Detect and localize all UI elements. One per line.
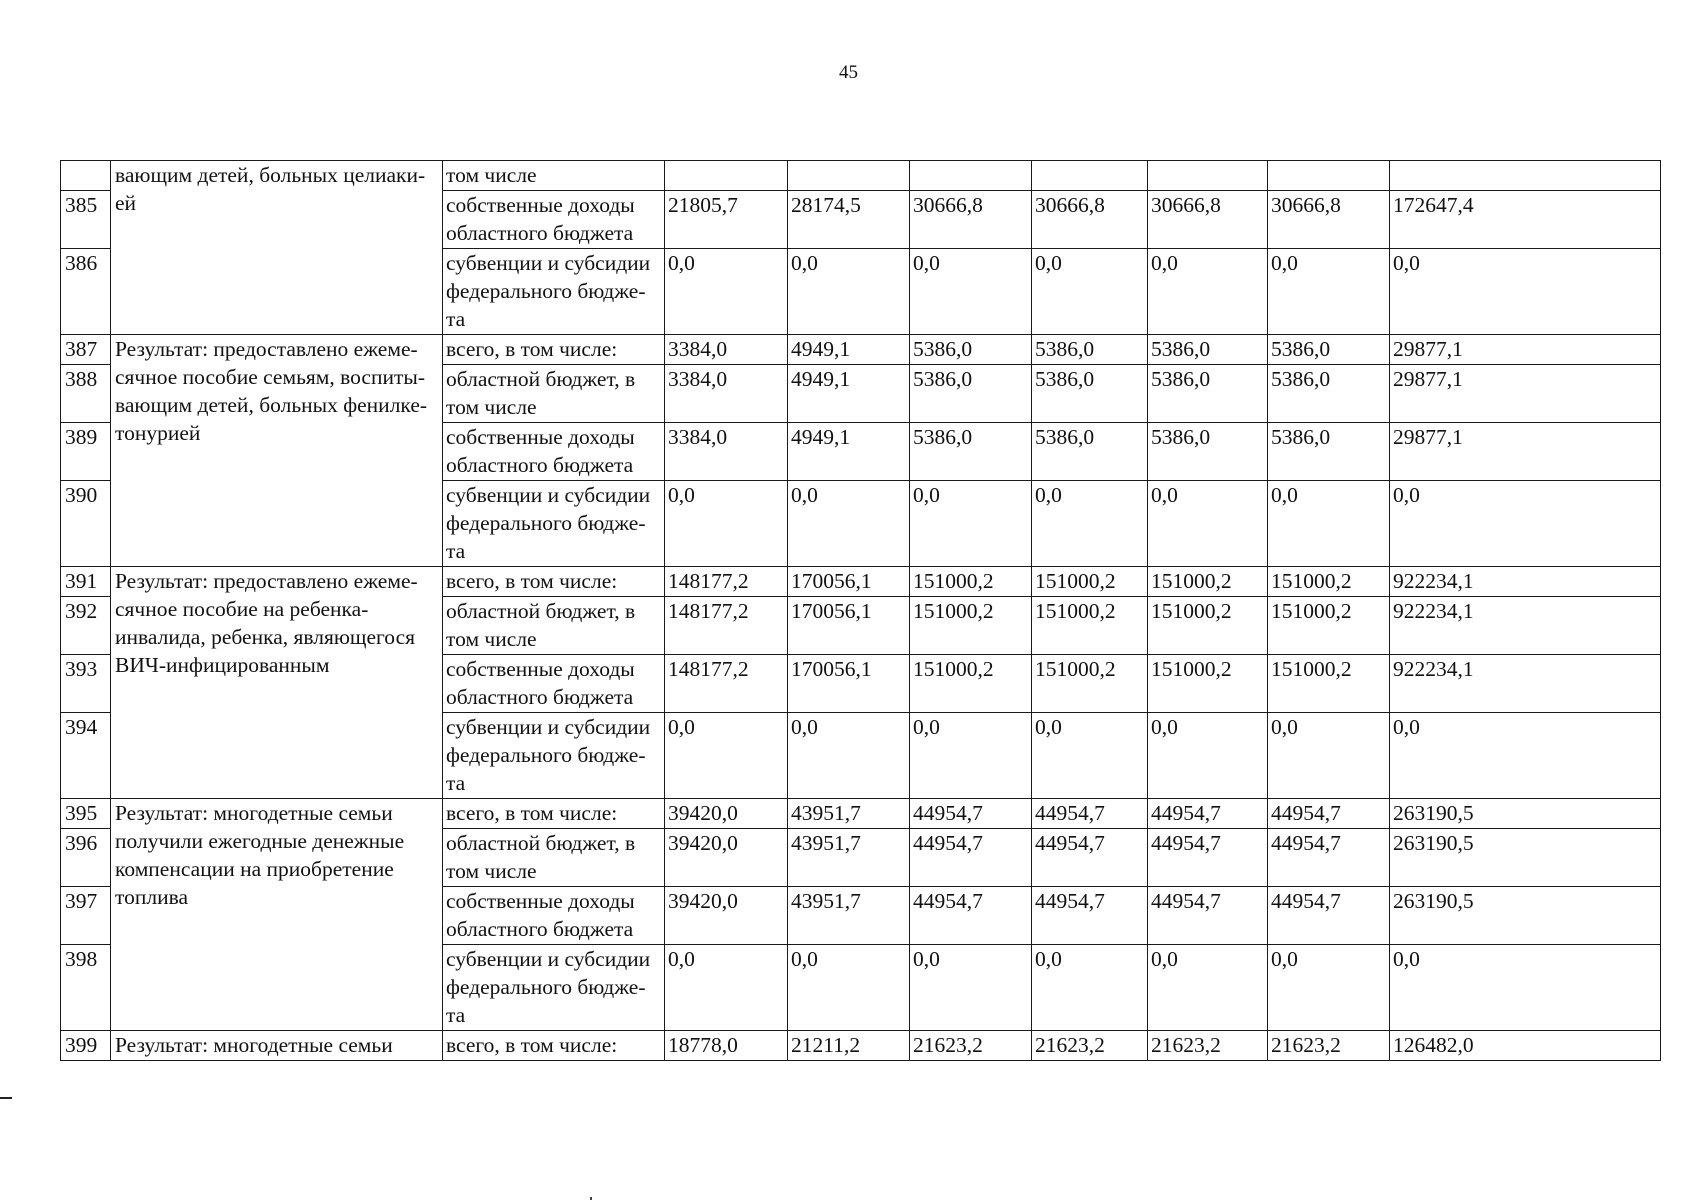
- value-cell: 151000,2: [1148, 567, 1268, 597]
- result-description: Результат: многодетные семьи получили ежегодные денежные компенсации на приобретение топлива: [111, 799, 443, 1031]
- value-cell: 170056,1: [788, 597, 910, 655]
- value-cell: 28174,5: [788, 191, 910, 249]
- value-cell: 4949,1: [788, 423, 910, 481]
- value-total: 263190,5: [1390, 829, 1661, 887]
- value-cell: 0,0: [665, 713, 788, 799]
- row-number: 388: [61, 365, 111, 423]
- value-cell: 0,0: [1148, 713, 1268, 799]
- value-cell: 151000,2: [1032, 655, 1148, 713]
- value-cell: 39420,0: [665, 799, 788, 829]
- value-cell: 3384,0: [665, 335, 788, 365]
- value-cell: 30666,8: [1148, 191, 1268, 249]
- row-number: 390: [61, 481, 111, 567]
- value-cell: 170056,1: [788, 655, 910, 713]
- table-row: [61, 567, 1661, 597]
- value-cell: 151000,2: [910, 567, 1032, 597]
- value-cell: 151000,2: [1148, 597, 1268, 655]
- value-cell: 0,0: [788, 481, 910, 567]
- value-cell: 0,0: [788, 249, 910, 335]
- value-cell: 5386,0: [1148, 335, 1268, 365]
- value-cell: 0,0: [910, 481, 1032, 567]
- value-cell: 5386,0: [910, 335, 1032, 365]
- value-cell: 5386,0: [1032, 423, 1148, 481]
- value-cell: 30666,8: [910, 191, 1032, 249]
- value-cell: 0,0: [1032, 713, 1148, 799]
- value-cell: 151000,2: [1268, 655, 1390, 713]
- result-description: Результат: многодетные семьи: [111, 1031, 443, 1061]
- funding-source: субвенции и субсидии федерального бюдже-та: [443, 713, 665, 799]
- value-cell: 151000,2: [910, 597, 1032, 655]
- funding-source: областной бюджет, в том числе: [443, 365, 665, 423]
- value-cell: 44954,7: [1148, 829, 1268, 887]
- value-cell: 44954,7: [1148, 887, 1268, 945]
- value-total: 126482,0: [1390, 1031, 1661, 1061]
- value-cell: 0,0: [1268, 713, 1390, 799]
- value-cell: 21623,2: [1268, 1031, 1390, 1061]
- value-cell: 151000,2: [1032, 567, 1148, 597]
- value-total: 922234,1: [1390, 597, 1661, 655]
- funding-source: областной бюджет, в том числе: [443, 597, 665, 655]
- value-cell: 30666,8: [1268, 191, 1390, 249]
- value-cell: 5386,0: [1032, 365, 1148, 423]
- value-cell: 44954,7: [1268, 829, 1390, 887]
- value-cell: 0,0: [1148, 249, 1268, 335]
- row-number: 391: [61, 567, 111, 597]
- table-row: [61, 161, 1661, 191]
- value-cell: 21211,2: [788, 1031, 910, 1061]
- value-cell: 39420,0: [665, 887, 788, 945]
- funding-source: областной бюджет, в том числе: [443, 829, 665, 887]
- value-cell: 30666,8: [1032, 191, 1148, 249]
- value-cell: 0,0: [788, 945, 910, 1031]
- value-cell: 0,0: [1268, 481, 1390, 567]
- value-cell: 5386,0: [1148, 423, 1268, 481]
- value-cell: 0,0: [910, 945, 1032, 1031]
- value-cell: 44954,7: [1032, 829, 1148, 887]
- value-cell: 43951,7: [788, 887, 910, 945]
- value-cell: 4949,1: [788, 365, 910, 423]
- value-cell: [788, 161, 910, 191]
- value-total: 0,0: [1390, 945, 1661, 1031]
- value-cell: 151000,2: [1268, 597, 1390, 655]
- value-cell: 44954,7: [1268, 799, 1390, 829]
- value-cell: 0,0: [1148, 945, 1268, 1031]
- value-cell: 0,0: [1268, 249, 1390, 335]
- value-cell: 151000,2: [1032, 597, 1148, 655]
- row-number: 397: [61, 887, 111, 945]
- funding-source: субвенции и субсидии федерального бюдже-та: [443, 249, 665, 335]
- value-total: 29877,1: [1390, 423, 1661, 481]
- value-cell: 5386,0: [910, 365, 1032, 423]
- value-cell: 0,0: [665, 945, 788, 1031]
- value-total: 0,0: [1390, 249, 1661, 335]
- funding-source: субвенции и субсидии федерального бюдже-та: [443, 945, 665, 1031]
- value-cell: 44954,7: [910, 799, 1032, 829]
- value-cell: 151000,2: [910, 655, 1032, 713]
- value-total: 922234,1: [1390, 567, 1661, 597]
- value-cell: [1032, 161, 1148, 191]
- value-cell: 5386,0: [1268, 423, 1390, 481]
- row-number: 398: [61, 945, 111, 1031]
- value-total: 922234,1: [1390, 655, 1661, 713]
- value-cell: 0,0: [1268, 945, 1390, 1031]
- row-number: 394: [61, 713, 111, 799]
- value-cell: 5386,0: [1148, 365, 1268, 423]
- value-cell: [910, 161, 1032, 191]
- value-cell: [1148, 161, 1268, 191]
- value-cell: 0,0: [665, 481, 788, 567]
- value-cell: 0,0: [665, 249, 788, 335]
- funding-source: собственные доходы областного бюджета: [443, 887, 665, 945]
- row-number: 393: [61, 655, 111, 713]
- value-cell: 0,0: [1032, 481, 1148, 567]
- value-cell: 151000,2: [1268, 567, 1390, 597]
- value-cell: [665, 161, 788, 191]
- value-total: 263190,5: [1390, 887, 1661, 945]
- value-cell: 5386,0: [1268, 365, 1390, 423]
- result-description: Результат: предоставлено ежеме-сячное пособие семьям, воспиты-вающим детей, больных фенилке-тонурией: [111, 335, 443, 567]
- value-total: 263190,5: [1390, 799, 1661, 829]
- value-cell: 21805,7: [665, 191, 788, 249]
- funding-source: субвенции и субсидии федерального бюдже-та: [443, 481, 665, 567]
- value-cell: 0,0: [1032, 945, 1148, 1031]
- page-number: 45: [839, 62, 858, 83]
- row-number: 395: [61, 799, 111, 829]
- value-total: 0,0: [1390, 481, 1661, 567]
- value-cell: 148177,2: [665, 567, 788, 597]
- funding-source: всего, в том числе:: [443, 1031, 665, 1061]
- value-cell: [1268, 161, 1390, 191]
- value-cell: 0,0: [910, 713, 1032, 799]
- value-cell: 44954,7: [1268, 887, 1390, 945]
- value-cell: 44954,7: [1032, 887, 1148, 945]
- funding-source: всего, в том числе:: [443, 799, 665, 829]
- value-cell: 0,0: [1148, 481, 1268, 567]
- funding-source: собственные доходы областного бюджета: [443, 423, 665, 481]
- row-number: 396: [61, 829, 111, 887]
- value-cell: 21623,2: [910, 1031, 1032, 1061]
- value-cell: 170056,1: [788, 567, 910, 597]
- margin-mark: [0, 1097, 12, 1099]
- value-cell: 21623,2: [1032, 1031, 1148, 1061]
- budget-table: [60, 160, 1661, 1061]
- value-cell: 3384,0: [665, 365, 788, 423]
- row-number: [61, 161, 111, 191]
- value-cell: 18778,0: [665, 1031, 788, 1061]
- value-cell: 5386,0: [1032, 335, 1148, 365]
- value-total: [1390, 161, 1661, 191]
- value-cell: 0,0: [910, 249, 1032, 335]
- row-number: 399: [61, 1031, 111, 1061]
- funding-source: собственные доходы областного бюджета: [443, 655, 665, 713]
- value-cell: 44954,7: [910, 887, 1032, 945]
- value-total: 29877,1: [1390, 335, 1661, 365]
- row-number: 385: [61, 191, 111, 249]
- value-cell: 5386,0: [910, 423, 1032, 481]
- funding-source: всего, в том числе:: [443, 567, 665, 597]
- value-cell: 148177,2: [665, 597, 788, 655]
- funding-source: том числе: [443, 161, 665, 191]
- row-number: 387: [61, 335, 111, 365]
- value-cell: 151000,2: [1148, 655, 1268, 713]
- value-total: 0,0: [1390, 713, 1661, 799]
- funding-source: всего, в том числе:: [443, 335, 665, 365]
- result-description: вающим детей, больных целиаки-ей: [111, 161, 443, 335]
- value-cell: 44954,7: [1148, 799, 1268, 829]
- value-cell: 21623,2: [1148, 1031, 1268, 1061]
- value-cell: 148177,2: [665, 655, 788, 713]
- funding-source: собственные доходы областного бюджета: [443, 191, 665, 249]
- value-total: 29877,1: [1390, 365, 1661, 423]
- value-cell: 43951,7: [788, 829, 910, 887]
- result-description: Результат: предоставлено ежеме-сячное пособие на ребенка-инвалида, ребенка, являющегося ВИЧ-инфицированным: [111, 567, 443, 799]
- value-cell: 44954,7: [910, 829, 1032, 887]
- value-cell: 5386,0: [1268, 335, 1390, 365]
- table-row: [61, 1031, 1661, 1061]
- table-row: [61, 335, 1661, 365]
- value-cell: 43951,7: [788, 799, 910, 829]
- value-cell: 0,0: [1032, 249, 1148, 335]
- row-number: 389: [61, 423, 111, 481]
- value-cell: 0,0: [788, 713, 910, 799]
- value-cell: 3384,0: [665, 423, 788, 481]
- table-row: [61, 799, 1661, 829]
- value-cell: 39420,0: [665, 829, 788, 887]
- value-cell: 44954,7: [1032, 799, 1148, 829]
- value-cell: 4949,1: [788, 335, 910, 365]
- value-total: 172647,4: [1390, 191, 1661, 249]
- row-number: 386: [61, 249, 111, 335]
- row-number: 392: [61, 597, 111, 655]
